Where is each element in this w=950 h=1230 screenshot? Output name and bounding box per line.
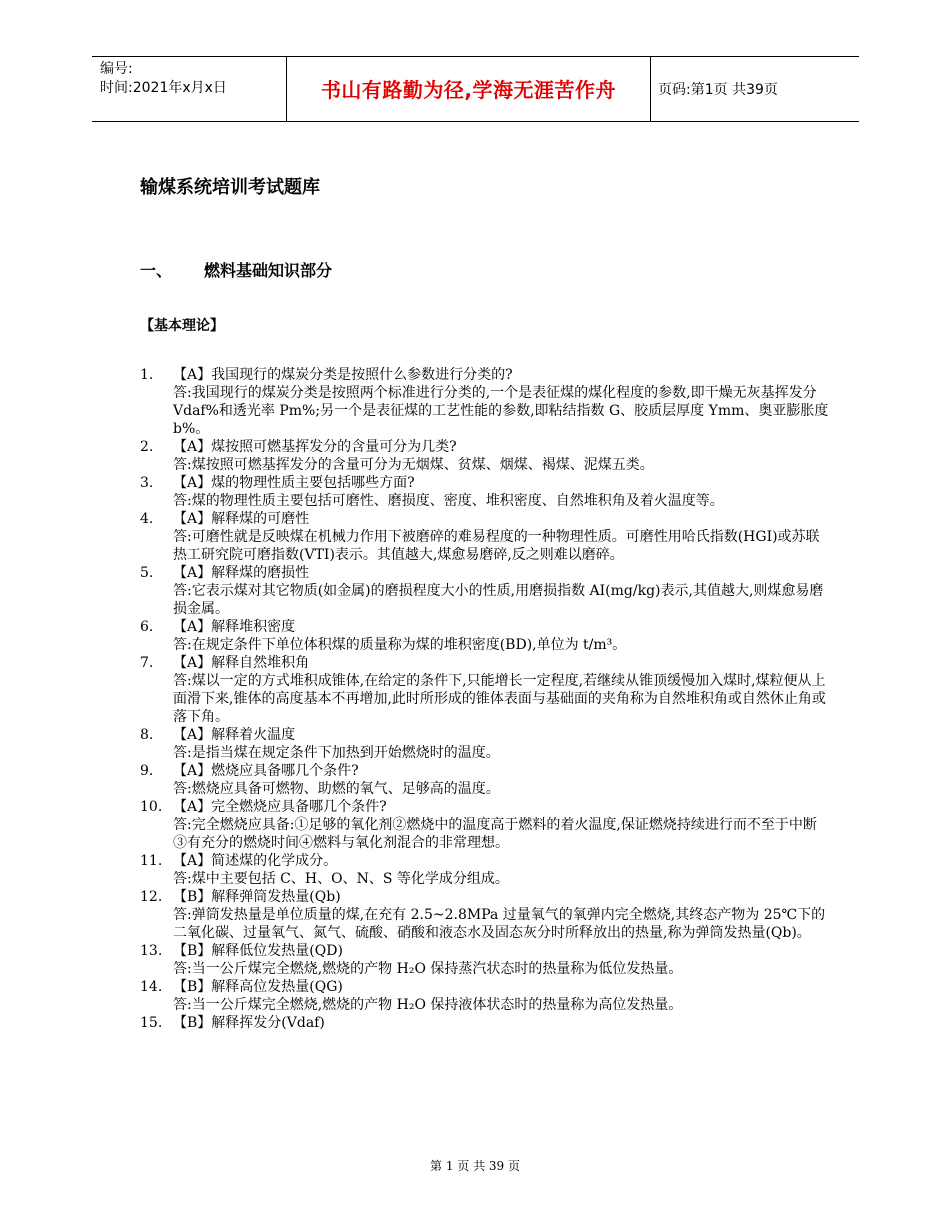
question-number: 2. xyxy=(140,439,154,455)
qa-item xyxy=(140,978,830,1014)
question-number: 7. xyxy=(140,655,154,671)
doc-number-label: 编号: xyxy=(100,61,133,77)
answer-text: 答:煤以一定的方式堆积成锥体,在给定的条件下,只能增长一定程度,若继续从锥顶缓慢加入煤时,煤粒便从上面滑下来,锥体的高度基本不再增加,此时所形成的锥体表面与基础面的夹角称为自然堆积角或自然休止角或落下角。 xyxy=(173,673,826,725)
question-text: 【A】解释自然堆积角 xyxy=(173,655,310,671)
section-number: 一、 xyxy=(140,261,173,280)
question-number: 1. xyxy=(140,367,154,383)
qa-item xyxy=(140,510,830,564)
section-heading xyxy=(140,258,332,281)
header-top-rule xyxy=(92,56,859,57)
question-number: 8. xyxy=(140,727,154,743)
answer-text: 答:是指当煤在规定条件下加热到开始燃烧时的温度。 xyxy=(173,745,500,761)
question-text: 【A】燃烧应具备哪几个条件? xyxy=(173,763,359,779)
question-text: 【A】解释煤的可磨性 xyxy=(173,511,310,527)
question-number: 6. xyxy=(140,619,154,635)
qa-item xyxy=(140,564,830,618)
subsection-heading: 【基本理论】 xyxy=(140,318,224,334)
qa-list xyxy=(140,366,830,1032)
question-text: 【B】解释弹筒发热量(Qb) xyxy=(173,889,341,905)
answer-text: 答:完全燃烧应具备:①足够的氧化剂②燃烧中的温度高于燃料的着火温度,保证燃烧持续进行而不至于中断③有充分的燃烧时间④燃料与氧化剂混合的非常理想。 xyxy=(173,817,817,851)
question-number: 15. xyxy=(140,1015,163,1031)
answer-text: 答:我国现行的煤炭分类是按照两个标准进行分类的,一个是表征煤的煤化程度的参数,即干燥无灰基挥发分 Vdaf%和透光率 Pm%;另一个是表征煤的工艺性能的参数,即粘结指数 G、胶质层厚度 Ymm、奥亚膨胀度 b%。 xyxy=(173,385,829,437)
header-page-info: 页码:第1页 共39页 xyxy=(658,82,778,98)
qa-item xyxy=(140,942,830,978)
answer-text: 答:煤中主要包括 C、H、O、N、S 等化学成分组成。 xyxy=(173,871,509,887)
header-motto: 书山有路勤为径,学海无涯苦作舟 xyxy=(320,78,617,102)
header-divider-right xyxy=(650,57,651,121)
answer-text: 答:在规定条件下单位体积煤的质量称为煤的堆积密度(BD),单位为 t/m³。 xyxy=(173,637,627,653)
qa-item xyxy=(140,474,830,510)
question-text: 【A】煤的物理性质主要包括哪些方面? xyxy=(173,475,415,491)
qa-item xyxy=(140,726,830,762)
qa-item xyxy=(140,852,830,888)
question-number: 13. xyxy=(140,943,163,959)
qa-item xyxy=(140,438,830,474)
qa-item xyxy=(140,888,830,942)
answer-text: 答:当一公斤煤完全燃烧,燃烧的产物 H₂O 保持液体状态时的热量称为高位发热量。 xyxy=(173,997,683,1013)
qa-item xyxy=(140,618,830,654)
page-footer: 第 1 页 共 39 页 xyxy=(430,1159,520,1173)
answer-text: 答:燃烧应具备可燃物、助燃的氧气、足够高的温度。 xyxy=(173,781,500,797)
document-title: 输煤系统培训考试题库 xyxy=(140,177,320,198)
question-text: 【A】解释着火温度 xyxy=(173,727,296,743)
question-number: 11. xyxy=(140,853,163,869)
answer-text: 答:弹筒发热量是单位质量的煤,在充有 2.5~2.8MPa 过量氧气的氧弹内完全燃烧,其终态产物为 25℃下的二氧化碳、过量氧气、氮气、硫酸、硝酸和液态水及固态灰分时所释放出的热量,称为弹筒发热量(Qb)。 xyxy=(173,907,826,941)
question-text: 【B】解释高位发热量(QG) xyxy=(173,979,343,995)
question-text: 【A】煤按照可燃基挥发分的含量可分为几类? xyxy=(173,439,457,455)
qa-item xyxy=(140,798,830,852)
qa-item xyxy=(140,762,830,798)
doc-time-label: 时间:2021年x月x日 xyxy=(100,80,227,96)
answer-text: 答:当一公斤煤完全燃烧,燃烧的产物 H₂O 保持蒸汽状态时的热量称为低位发热量。 xyxy=(173,961,683,977)
qa-item xyxy=(140,366,830,438)
question-number: 4. xyxy=(140,511,154,527)
question-text: 【A】我国现行的煤炭分类是按照什么参数进行分类的? xyxy=(173,367,513,383)
question-number: 10. xyxy=(140,799,163,815)
header-meta xyxy=(100,60,227,98)
question-number: 3. xyxy=(140,475,154,491)
section-title: 燃料基础知识部分 xyxy=(204,261,333,280)
header-bottom-rule xyxy=(92,121,859,122)
question-number: 9. xyxy=(140,763,154,779)
question-number: 12. xyxy=(140,889,163,905)
answer-text: 答:可磨性就是反映煤在机械力作用下被磨碎的难易程度的一种物理性质。可磨性用哈氏指数(HGI)或苏联热工研究院可磨指数(VTI)表示。其值越大,煤愈易磨碎,反之则难以磨碎。 xyxy=(173,529,820,563)
qa-item xyxy=(140,654,830,726)
question-text: 【B】解释低位发热量(QD) xyxy=(173,943,343,959)
question-text: 【A】解释堆积密度 xyxy=(173,619,296,635)
question-text: 【A】完全燃烧应具备哪几个条件? xyxy=(173,799,387,815)
question-text: 【B】解释挥发分(Vdaf) xyxy=(173,1015,325,1031)
question-number: 14. xyxy=(140,979,163,995)
question-number: 5. xyxy=(140,565,154,581)
question-text: 【A】解释煤的磨损性 xyxy=(173,565,310,581)
qa-item xyxy=(140,1014,830,1032)
answer-text: 答:煤按照可燃基挥发分的含量可分为无烟煤、贫煤、烟煤、褐煤、泥煤五类。 xyxy=(173,457,654,473)
answer-text: 答:煤的物理性质主要包括可磨性、磨损度、密度、堆积密度、自然堆积角及着火温度等。 xyxy=(173,493,724,509)
answer-text: 答:它表示煤对其它物质(如金属)的磨损程度大小的性质,用磨损指数 AI(mg/kg)表示,其值越大,则煤愈易磨损金属。 xyxy=(173,583,824,617)
question-text: 【A】简述煤的化学成分。 xyxy=(173,853,338,869)
